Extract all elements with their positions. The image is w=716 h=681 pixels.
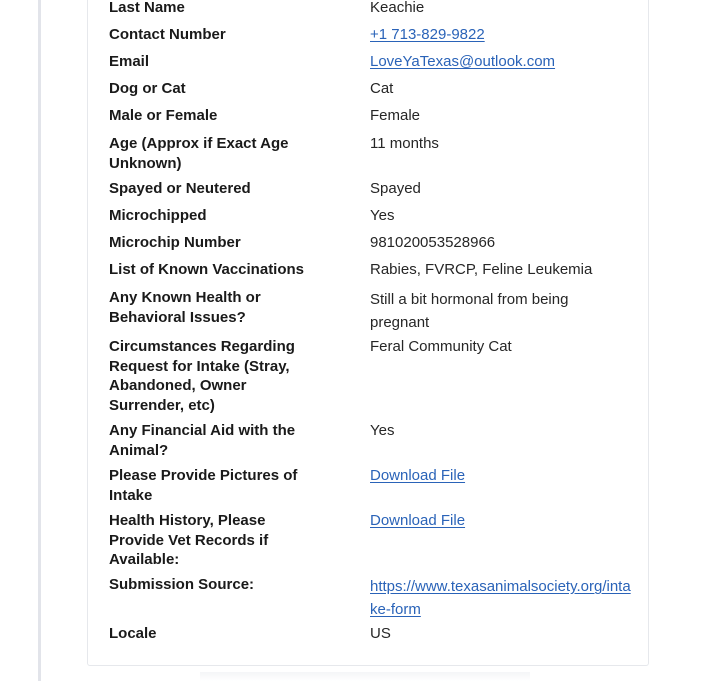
field-label-male-or-female: Male or Female [109,107,218,124]
field-label-microchipped: Microchipped [109,207,207,224]
field-label-microchip-number: Microchip Number [109,234,241,251]
field-label-health-history: Health History, Please Provide Vet Records if Available: [109,512,269,568]
field-label-age: Age (Approx if Exact Age Unknown) [109,135,289,172]
field-value-financial-aid: Yes [370,422,395,439]
field-label-dog-or-cat: Dog or Cat [109,80,186,97]
field-value-vaccinations: Rabies, FVRCP, Feline Leukemia [370,261,593,278]
pictures-download-link[interactable]: Download File [370,467,466,484]
field-label-spayed-or-neutered: Spayed or Neutered [109,180,251,197]
field-label-vaccinations: List of Known Vaccinations [109,261,305,278]
field-value-spayed-or-neutered: Spayed [370,180,421,197]
contact-number-link[interactable]: +1 713-829-9822 [370,26,485,43]
field-value-last-name: Keachie [370,0,425,16]
field-label-pictures: Please Provide Pictures of Intake [109,467,298,504]
field-value-age: 11 months [370,135,439,152]
field-label-locale: Locale [109,625,157,642]
field-label-last-name: Last Name [109,0,185,16]
field-label-financial-aid: Any Financial Aid with the Animal? [109,422,296,459]
field-value-locale: US [370,625,391,642]
field-value-circumstances: Feral Community Cat [370,338,512,355]
field-label-email: Email [109,53,150,70]
field-value-microchipped: Yes [370,207,395,224]
health-history-download-link[interactable]: Download File [370,512,466,529]
left-border-rule [38,0,41,681]
field-label-circumstances: Circumstances Regarding Request for Intake (Stray, Abandoned, Owner Surrender, etc) [109,338,295,414]
field-value-health-issues: Still a bit hormonal from being pregnant [370,291,569,331]
card-bottom-shadow [200,672,530,681]
field-value-dog-or-cat: Cat [370,80,394,97]
field-label-contact-number: Contact Number [109,26,226,43]
field-value-microchip-number: 981020053528966 [370,234,496,251]
submission-source-link[interactable]: https://www.texasanimalsociety.org/intake-form [370,578,631,618]
email-link[interactable]: LoveYaTexas@outlook.com [370,53,556,70]
field-label-submission-source: Submission Source: [109,576,255,593]
field-label-health-issues: Any Known Health or Behavioral Issues? [109,289,261,326]
field-value-male-or-female: Female [370,107,421,124]
